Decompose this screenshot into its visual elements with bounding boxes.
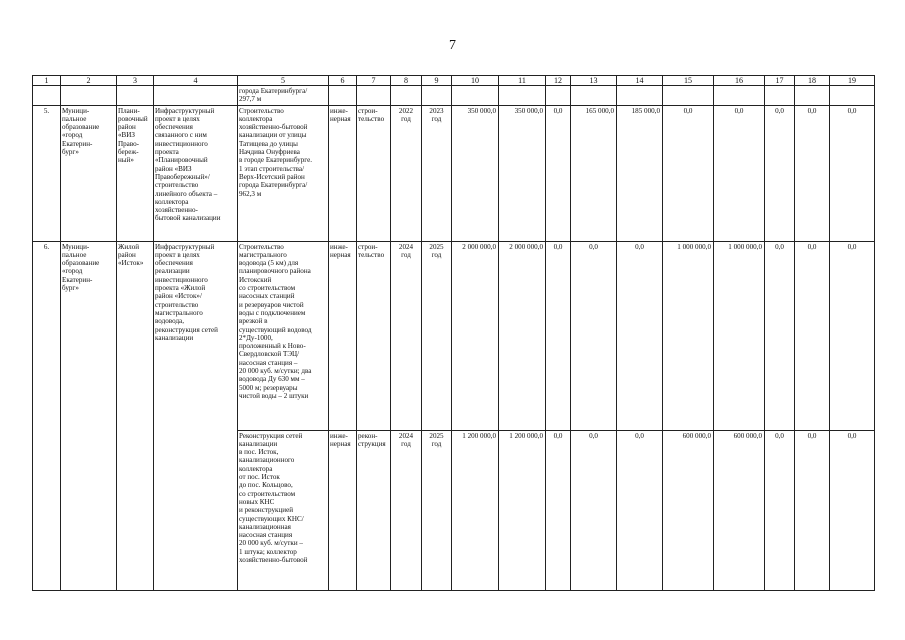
value-cell: 1 200 000,0 [452, 430, 499, 590]
district-cell: Плани- ровочный район «ВИЗ Право- береж- ный» [117, 105, 154, 241]
col-header: 12 [546, 76, 571, 86]
value-cell: 165 000,0 [571, 105, 617, 241]
value-cell: 185 000,0 [617, 105, 663, 241]
col-header: 13 [571, 76, 617, 86]
year-start-cell: 2024 год [391, 430, 422, 590]
object-type-cell: инже- нерная [329, 105, 357, 241]
value-cell: 350 000,0 [452, 105, 499, 241]
continuation-row [33, 86, 875, 106]
col-header: 17 [765, 76, 795, 86]
value-cell: 0,0 [663, 105, 714, 241]
col-header: 9 [422, 76, 452, 86]
table-row [33, 241, 875, 430]
year-end-cell: 2025 год [422, 241, 452, 430]
work-type-cell: строи- тельство [357, 241, 391, 430]
value-cell: 2 000 000,0 [499, 241, 546, 430]
value-cell: 0,0 [546, 105, 571, 241]
value-cell: 0,0 [795, 105, 830, 241]
value-cell: 0,0 [795, 241, 830, 430]
object-cell: Строительство магистрального водовода (5 км) для планировочного района Истокский со строительством насосных станций и резервуаров чистой воды с подключением врезкой в существующий водовод 2*Ду-1000, проложенный к Ново- Свердловской ТЭЦ/ насосная станция – 20 000 куб. м/сутки; два водовода Ду 630 мм – 5000 м; резервуары чистой воды – 2 штуки [238, 241, 329, 430]
value-cell: 0,0 [617, 241, 663, 430]
value-cell: 0,0 [714, 105, 765, 241]
col-header: 11 [499, 76, 546, 86]
row-number: 5. [33, 105, 61, 241]
project-cell: Инфраструктурный проект в целях обеспечения связанного с ним инвестиционного проекта «Планировочный район «ВИЗ Правобережный»/ строительство линейного объекта – коллектора хозяйственно- бытовой канализации [154, 105, 238, 241]
col-header: 1 [33, 76, 61, 86]
project-cell: Инфраструктурный проект в целях обеспечения реализации инвестиционного проекта «Жилой район «Исток»/ строительство магистрального водовода, реконструкция сетей канализации [154, 241, 238, 590]
col-header: 18 [795, 76, 830, 86]
value-cell: 0,0 [617, 430, 663, 590]
value-cell: 0,0 [765, 430, 795, 590]
owner-cell: Муници- пальное образование «город Екатерин- бург» [61, 241, 117, 590]
col-header: 6 [329, 76, 357, 86]
object-type-cell: инже- нерная [329, 241, 357, 430]
value-cell: 0,0 [830, 105, 875, 241]
col-header: 10 [452, 76, 499, 86]
col-header: 14 [617, 76, 663, 86]
col-header: 8 [391, 76, 422, 86]
value-cell: 0,0 [571, 241, 617, 430]
continuation-object-text: города Екатеринбурга/ 297,7 м [238, 86, 329, 106]
value-cell: 350 000,0 [499, 105, 546, 241]
value-cell: 2 000 000,0 [452, 241, 499, 430]
value-cell: 0,0 [830, 430, 875, 590]
year-start-cell: 2022 год [391, 105, 422, 241]
work-type-cell: строи- тельство [357, 105, 391, 241]
value-cell: 0,0 [546, 430, 571, 590]
year-start-cell: 2024 год [391, 241, 422, 430]
value-cell: 1 000 000,0 [714, 241, 765, 430]
col-header: 16 [714, 76, 765, 86]
col-header: 7 [357, 76, 391, 86]
value-cell: 0,0 [571, 430, 617, 590]
owner-cell: Муници- пальное образование «город Екатерин- бург» [61, 105, 117, 241]
value-cell: 0,0 [765, 241, 795, 430]
district-cell: Жилой район «Исток» [117, 241, 154, 590]
col-header: 5 [238, 76, 329, 86]
table-row [33, 105, 875, 241]
object-cell: Реконструкция сетей канализации в пос. Исток, канализационного коллектора от пос. Исток до пос. Кольцово, со строительством новых КНС и реконструкцией существующих КНС/ канализационная насосная станция 20 000 куб. м/сутки – 1 штука; коллектор хозяйственно-бытовой [238, 430, 329, 590]
object-cell: Строительство коллектора хозяйственно-бытовой канализации от улицы Татищева до улицы Начдива Онуфриева в городе Екатеринбурге. 1 этап строительства/ Верх-Исетский район города Екатеринбурга/ 962,3 м [238, 105, 329, 241]
value-cell: 0,0 [546, 241, 571, 430]
value-cell: 0,0 [795, 430, 830, 590]
value-cell: 0,0 [765, 105, 795, 241]
col-header: 19 [830, 76, 875, 86]
year-end-cell: 2025 год [422, 430, 452, 590]
year-end-cell: 2023 год [422, 105, 452, 241]
row-number: 6. [33, 241, 61, 590]
page-number: 7 [449, 38, 456, 53]
value-cell: 600 000,0 [663, 430, 714, 590]
value-cell: 0,0 [830, 241, 875, 430]
col-header: 15 [663, 76, 714, 86]
work-type-cell: рекон- струкция [357, 430, 391, 590]
value-cell: 600 000,0 [714, 430, 765, 590]
object-type-cell: инже- нерная [329, 430, 357, 590]
investment-projects-table [32, 75, 875, 591]
value-cell: 1 000 000,0 [663, 241, 714, 430]
value-cell: 1 200 000,0 [499, 430, 546, 590]
col-header: 3 [117, 76, 154, 86]
col-header: 4 [154, 76, 238, 86]
column-number-row [33, 76, 875, 86]
col-header: 2 [61, 76, 117, 86]
